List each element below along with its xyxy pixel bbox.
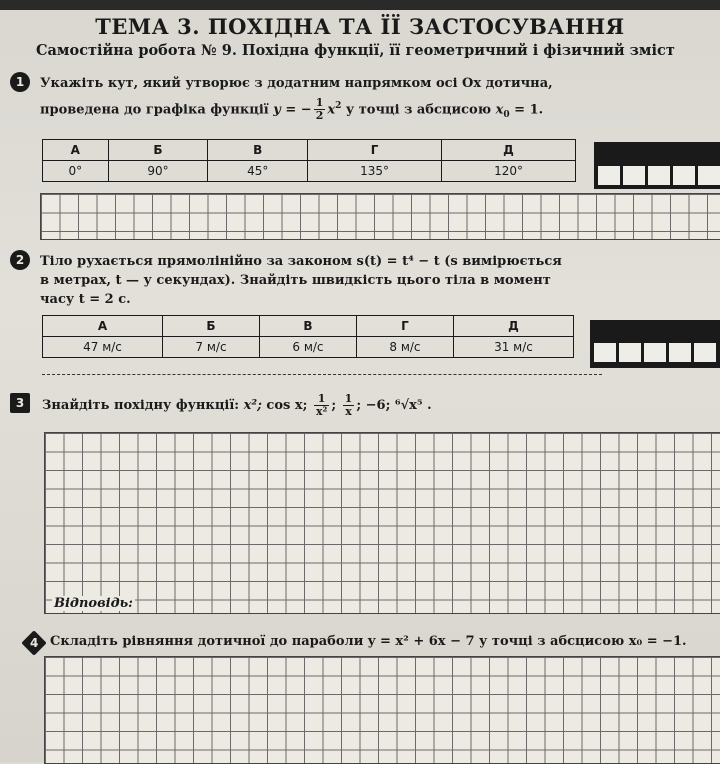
task-1-x0-value: = 1. xyxy=(514,102,544,118)
task-2-divider xyxy=(42,374,602,375)
task-1-function-exponent: 2 xyxy=(335,101,342,111)
task-1-answer-boxes xyxy=(598,166,720,185)
task-3-answer-label: Відповідь: xyxy=(54,596,133,611)
task-3-work-grid[interactable] xyxy=(44,432,720,614)
task-3-number-badge: 3 xyxy=(10,393,30,413)
task-1-line-2-suffix: у точці з абсцисою xyxy=(345,102,492,118)
task-3-f4-denominator: x xyxy=(345,405,352,418)
task-2-option-value[interactable]: 47 м/с xyxy=(43,337,163,358)
task-1-option-letter: Б xyxy=(108,140,208,161)
task-2-line-2: в метрах, t — у секундах). Знайдіть швидкість цього тіла в момент xyxy=(40,273,551,288)
task-2-line-3: часу t = 2 с. xyxy=(40,292,131,307)
answer-box[interactable] xyxy=(644,343,666,362)
task-1-function-left: y = − xyxy=(273,102,312,118)
task-1-x0: x xyxy=(495,102,504,118)
page-title: ТЕМА 3. ПОХІДНА ТА ЇЇ ЗАСТОСУВАННЯ xyxy=(95,14,625,39)
answer-box[interactable] xyxy=(623,166,645,185)
task-2-answer-boxes xyxy=(594,343,716,362)
task-2-option-letter: Г xyxy=(356,316,453,337)
task-1-option-value[interactable]: 120° xyxy=(442,161,576,182)
task-1-number-badge: 1 xyxy=(10,72,30,92)
task-2-answer-table xyxy=(42,315,574,358)
answer-box[interactable] xyxy=(698,166,720,185)
task-2-option-letter: В xyxy=(259,316,356,337)
task-3-function-6: ⁶√x⁵ . xyxy=(394,398,432,413)
task-3-function-4 xyxy=(343,393,355,418)
task-1-question xyxy=(40,74,700,125)
task-1-option-value[interactable]: 0° xyxy=(43,161,109,182)
task-1-function-var: x xyxy=(327,102,336,118)
answer-box[interactable] xyxy=(694,343,716,362)
task-3-function-2: cos x; xyxy=(266,398,308,413)
task-2-line-1: Тіло рухається прямолінійно за законом s(t) = t⁴ − t (s вимірюється xyxy=(40,254,562,269)
task-1-x0-sub: 0 xyxy=(503,109,510,120)
page-subtitle: Самостійна робота № 9. Похідна функції, її геометричний і фізичний зміст xyxy=(36,42,675,59)
task-1-work-grid[interactable] xyxy=(40,193,720,240)
task-2-question xyxy=(40,252,600,309)
task-3-function-1: x²; xyxy=(243,398,262,413)
task-2-option-letter: Д xyxy=(453,316,573,337)
answer-box[interactable] xyxy=(673,166,695,185)
task-1-line-2 xyxy=(40,97,700,125)
answer-box[interactable] xyxy=(619,343,641,362)
task-1-option-value[interactable]: 90° xyxy=(108,161,208,182)
task-4-question: Складіть рівняння дотичної до параболи y = x² + 6x − 7 у точці з абсцисою x₀ = −1. xyxy=(50,634,687,649)
task-4-number-badge: 4 xyxy=(21,630,46,655)
task-3-question: Знайдіть похідну функції: x²; cos x; $\frac{1}{\text{x²}}$ ; $\frac{1}{x}$ ; −6; ⁶√x⁵ . xyxy=(42,392,432,418)
task-1-option-value[interactable]: 45° xyxy=(208,161,308,182)
task-1-fraction-numerator: 1 xyxy=(315,96,324,110)
task-1-line-2-prefix: проведена до графіка функції xyxy=(40,102,269,118)
task-3-function-5: ; −6; xyxy=(356,398,391,413)
answer-box[interactable] xyxy=(594,343,616,362)
task-2-option-value[interactable]: 8 м/с xyxy=(356,337,453,358)
task-1-fraction xyxy=(314,97,326,122)
task-1-line-1: Укажіть кут, який утворює з додатним напрямком осі Ox дотична, xyxy=(40,76,553,91)
task-3-f3-numerator: 1 xyxy=(314,393,329,406)
task-1-option-letter: А xyxy=(43,140,109,161)
task-1-option-letter: В xyxy=(208,140,308,161)
task-1-fraction-denominator: 2 xyxy=(315,109,324,123)
task-2-number-badge: 2 xyxy=(10,250,30,270)
task-3-f3-denominator: x² xyxy=(315,405,328,418)
task-2-option-value[interactable]: 6 м/с xyxy=(259,337,356,358)
task-3-function-3 xyxy=(314,393,329,418)
task-1-option-letter: Г xyxy=(308,140,442,161)
task-1-answer-table xyxy=(42,139,576,182)
task-3-prefix: Знайдіть похідну функції: xyxy=(42,398,240,413)
answer-box[interactable] xyxy=(648,166,670,185)
task-2-option-value[interactable]: 31 м/с xyxy=(453,337,573,358)
task-2-option-letter: А xyxy=(43,316,163,337)
task-3-f4-numerator: 1 xyxy=(344,392,353,405)
task-1-option-value[interactable]: 135° xyxy=(308,161,442,182)
task-2-option-letter: Б xyxy=(163,316,260,337)
top-border xyxy=(0,0,720,10)
answer-box[interactable] xyxy=(669,343,691,362)
task-1-option-letter: Д xyxy=(442,140,576,161)
answer-box[interactable] xyxy=(598,166,620,185)
task-4-work-grid[interactable] xyxy=(44,656,720,764)
task-2-option-value[interactable]: 7 м/с xyxy=(163,337,260,358)
